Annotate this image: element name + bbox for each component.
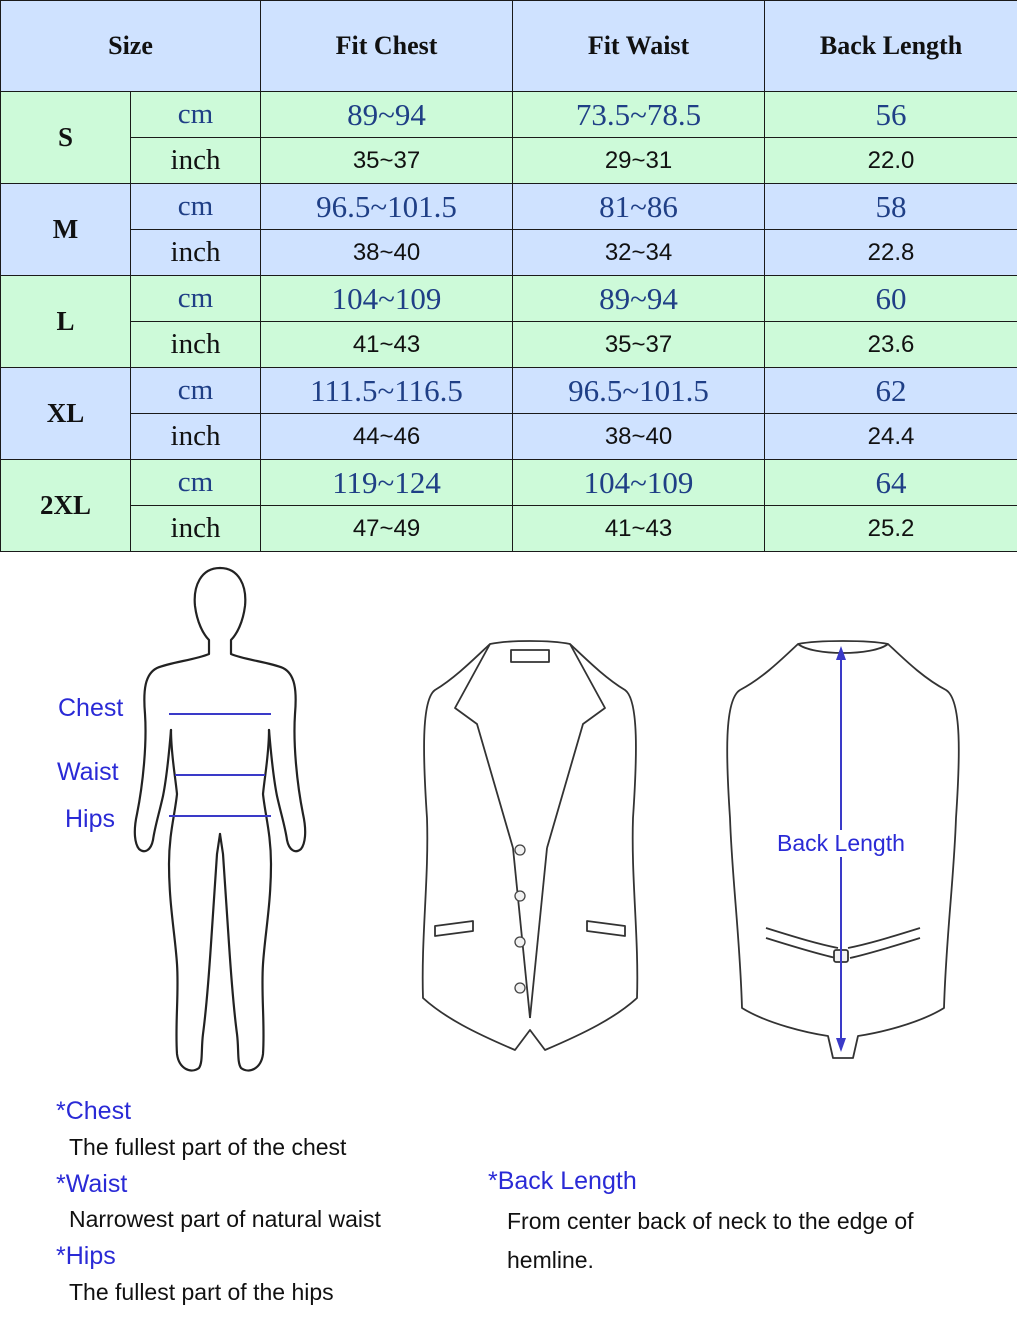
back-cm-cell: 58 bbox=[765, 184, 1017, 230]
size-label: 2XL bbox=[1, 460, 131, 552]
hips-label: Hips bbox=[65, 805, 116, 833]
waist-inch-cell: 29~31 bbox=[513, 138, 765, 184]
waist-cm-cell: 96.5~101.5 bbox=[513, 368, 765, 414]
waist-inch-cell: 38~40 bbox=[513, 414, 765, 460]
back-inch-cell: 25.2 bbox=[765, 506, 1017, 552]
chest-cm-cell: 111.5~116.5 bbox=[261, 368, 513, 414]
arrow-head-bottom bbox=[836, 1038, 846, 1052]
chest-inch-cell: 47~49 bbox=[261, 506, 513, 552]
measurement-figures bbox=[0, 552, 1017, 1092]
unit-cell: cm bbox=[131, 276, 261, 322]
hips-legend-title: *Hips bbox=[56, 1242, 116, 1270]
waist-inch-cell: 35~37 bbox=[513, 322, 765, 368]
chest-inch-cell: 35~37 bbox=[261, 138, 513, 184]
unit-cell: cm bbox=[131, 368, 261, 414]
chest-legend-title: *Chest bbox=[56, 1097, 132, 1125]
vest-front-illustration bbox=[415, 638, 645, 1063]
hips-legend-desc: The fullest part of the hips bbox=[69, 1279, 334, 1305]
size-chart-table bbox=[0, 0, 1017, 552]
waist-cm-cell: 81~86 bbox=[513, 184, 765, 230]
waist-label: Waist bbox=[57, 758, 119, 786]
table-row bbox=[1, 276, 1017, 322]
header-back-length: Back Length bbox=[765, 1, 1017, 92]
body-silhouette-illustration bbox=[125, 564, 315, 1089]
waist-cm-cell: 89~94 bbox=[513, 276, 765, 322]
chest-inch-cell: 44~46 bbox=[261, 414, 513, 460]
unit-cell: inch bbox=[131, 138, 261, 184]
header-size: Size bbox=[1, 1, 261, 92]
chest-cm-cell: 119~124 bbox=[261, 460, 513, 506]
chest-cm-cell: 104~109 bbox=[261, 276, 513, 322]
table-row bbox=[1, 368, 1017, 414]
size-label: XL bbox=[1, 368, 131, 460]
back-cm-cell: 62 bbox=[765, 368, 1017, 414]
back-length-legend-desc-line2: hemline. bbox=[507, 1247, 594, 1273]
chest-inch-cell: 41~43 bbox=[261, 322, 513, 368]
back-cm-cell: 64 bbox=[765, 460, 1017, 506]
back-inch-cell: 24.4 bbox=[765, 414, 1017, 460]
table-row bbox=[1, 414, 1017, 460]
table-header-row bbox=[1, 1, 1017, 92]
waist-inch-cell: 41~43 bbox=[513, 506, 765, 552]
waist-inch-cell: 32~34 bbox=[513, 230, 765, 276]
unit-cell: inch bbox=[131, 414, 261, 460]
table-row bbox=[1, 230, 1017, 276]
unit-cell: inch bbox=[131, 230, 261, 276]
chest-cm-cell: 89~94 bbox=[261, 92, 513, 138]
table-row bbox=[1, 322, 1017, 368]
unit-cell: inch bbox=[131, 506, 261, 552]
back-length-legend-desc-line1: From center back of neck to the edge of bbox=[507, 1208, 914, 1234]
chest-inch-cell: 38~40 bbox=[261, 230, 513, 276]
unit-cell: cm bbox=[131, 184, 261, 230]
size-label: L bbox=[1, 276, 131, 368]
back-cm-cell: 60 bbox=[765, 276, 1017, 322]
table-row bbox=[1, 92, 1017, 138]
back-inch-cell: 22.8 bbox=[765, 230, 1017, 276]
chest-legend-desc: The fullest part of the chest bbox=[69, 1134, 347, 1160]
chest-label: Chest bbox=[58, 694, 124, 722]
size-label: S bbox=[1, 92, 131, 184]
back-cm-cell: 56 bbox=[765, 92, 1017, 138]
size-label: M bbox=[1, 184, 131, 276]
table-row bbox=[1, 460, 1017, 506]
header-fit-waist: Fit Waist bbox=[513, 1, 765, 92]
waist-cm-cell: 73.5~78.5 bbox=[513, 92, 765, 138]
unit-cell: inch bbox=[131, 322, 261, 368]
back-length-label: Back Length bbox=[777, 830, 905, 856]
table-row bbox=[1, 138, 1017, 184]
chest-cm-cell: 96.5~101.5 bbox=[261, 184, 513, 230]
waist-legend-title: *Waist bbox=[56, 1170, 128, 1198]
waist-cm-cell: 104~109 bbox=[513, 460, 765, 506]
unit-cell: cm bbox=[131, 460, 261, 506]
unit-cell: cm bbox=[131, 92, 261, 138]
header-fit-chest: Fit Chest bbox=[261, 1, 513, 92]
waist-legend-desc: Narrowest part of natural waist bbox=[69, 1206, 381, 1232]
back-length-legend-title: *Back Length bbox=[488, 1167, 637, 1195]
table-row bbox=[1, 184, 1017, 230]
back-inch-cell: 23.6 bbox=[765, 322, 1017, 368]
back-inch-cell: 22.0 bbox=[765, 138, 1017, 184]
table-row bbox=[1, 506, 1017, 552]
